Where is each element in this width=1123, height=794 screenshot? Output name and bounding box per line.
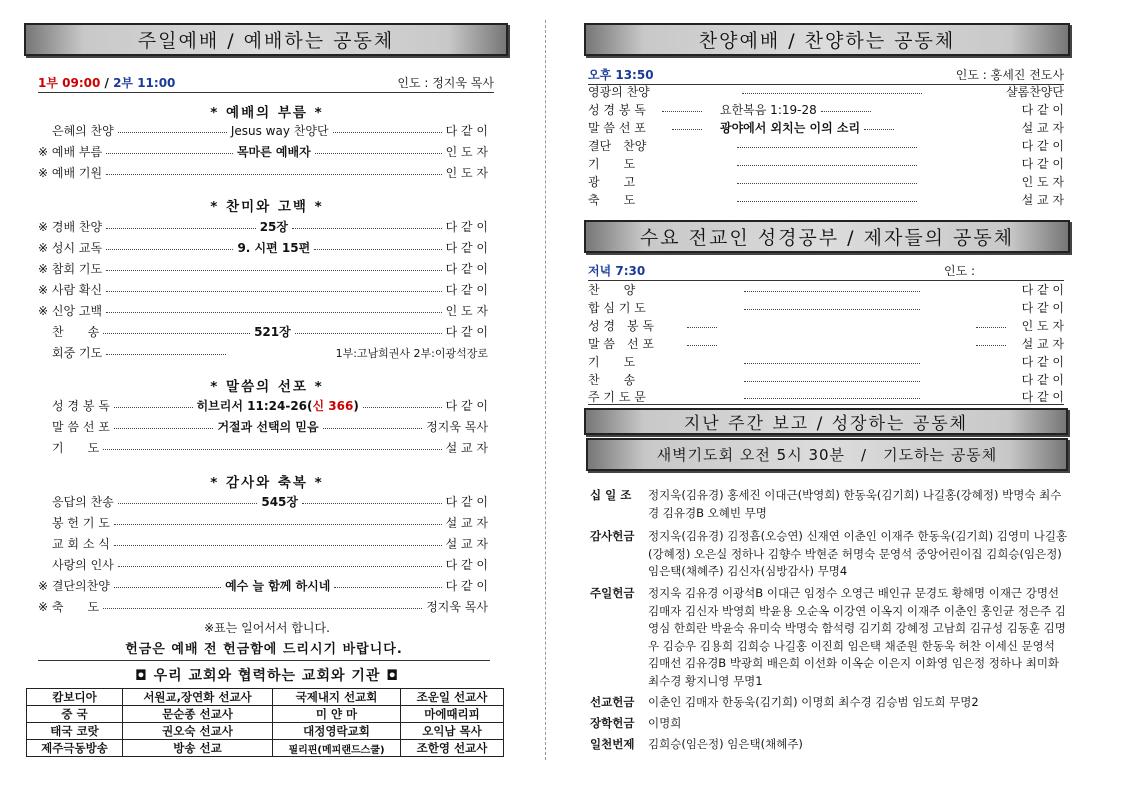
offering-notice: 헌금은 예배 전 헌금함에 드리시기 바랍니다. [38, 638, 490, 661]
order-person: 다 같 이 [445, 241, 488, 255]
order-person: 샬롬찬양단 [1006, 85, 1064, 99]
order-person: 다 같 이 [1021, 301, 1064, 315]
order-item: 찬 양 [588, 283, 636, 297]
order-item: 회중 기도 [52, 346, 103, 360]
section-title-call: * 예배의 부름 * [210, 105, 324, 121]
wednesday-leader: 인도 : [944, 264, 976, 278]
order-item: 결단 찬양 [588, 139, 647, 153]
report-names: 이춘인 김매자 한동욱(김기희) 이명희 최수경 김승범 임도희 무명2 [648, 695, 979, 709]
partner-cell: 캄보디아 [27, 689, 123, 706]
section-title-praise: * 찬미와 고백 * [210, 199, 324, 215]
scripture-close: ) [353, 399, 359, 413]
order-row [52, 439, 488, 456]
table-row [27, 689, 504, 706]
order-row [52, 323, 488, 340]
order-row [52, 514, 488, 531]
report-thousand [590, 736, 1070, 754]
order-row [52, 418, 488, 435]
order-row [38, 302, 488, 319]
order-item: 기 도 [52, 441, 100, 455]
order-person: 정지욱 목사 [426, 420, 488, 434]
time-separator: / [100, 76, 114, 90]
order-item: 찬 송 [588, 373, 636, 387]
order-item: ※ 성시 교독 [38, 241, 103, 255]
order-item: 영광의 찬양 [588, 85, 650, 99]
order-row [52, 344, 488, 361]
order-person: 다 같 이 [445, 262, 488, 276]
partner-cell: 권오숙 선교사 [123, 723, 273, 740]
order-person: 다 같 이 [445, 495, 488, 509]
report-label: 일천번제 [590, 737, 635, 751]
partner-cell: 마에때리피 [401, 706, 504, 723]
order-row [38, 577, 488, 594]
praise-time [588, 66, 654, 83]
order-item: 봉 헌 기 도 [52, 516, 110, 530]
second-service-time: 2부 11:00 [113, 76, 176, 90]
order-item: 기 도 [588, 355, 636, 369]
order-item: ※ 예배 기원 [38, 166, 103, 180]
order-row [52, 122, 488, 139]
partner-cell: 미 얀 마 [273, 706, 401, 723]
order-detail: 요한복음 1:19-28 [720, 103, 817, 117]
order-detail: 목마른 예배자 [236, 145, 311, 159]
partner-cell: 오익남 목사 [401, 723, 504, 740]
order-row [38, 260, 488, 277]
partner-cell: 중 국 [27, 706, 123, 723]
hymn-ref: 신 366 [312, 399, 354, 413]
order-detail: Jesus way 찬양단 [230, 124, 329, 138]
order-item: ※ 참회 기도 [38, 262, 103, 276]
order-item: 기 도 [588, 157, 636, 171]
order-row [588, 191, 1064, 208]
scripture-ref: 히브리서 11:24-26( [196, 399, 313, 413]
partner-cell: 국제내지 선교회 [273, 689, 401, 706]
order-detail: 521장 [254, 325, 291, 339]
order-person: 인 도 자 [445, 166, 488, 180]
partner-cell: 조운일 선교사 [401, 689, 504, 706]
service-times [38, 74, 175, 91]
table-row [27, 706, 504, 723]
order-person: 설 교 자 [1021, 337, 1064, 351]
report-names: 정지욱(김유경) 김정흠(오승연) 신재연 이춘인 이재주 한동욱(김기희) 김영미 나길홍(강혜정) 오은실 정하나 김향수 박현준 허명숙 문영석 중앙어린이집 김희승(임은정) 임은택(채혜주) 김신자(심방감사) 무명4 [648, 529, 1068, 578]
sunday-leader: 인도 : 정지욱 목사 [397, 76, 494, 90]
report-mission [590, 694, 1070, 712]
wednesday-time-row [588, 262, 1064, 281]
order-item: 말 씀 선 포 [52, 420, 110, 434]
report-names: 김희승(임은정) 임은택(채혜주) [648, 737, 803, 751]
order-person: 설 교 자 [445, 537, 488, 551]
order-row [52, 556, 488, 573]
report-label: 장학헌금 [590, 716, 635, 730]
order-row [588, 371, 1064, 388]
order-person: 다 같 이 [445, 220, 489, 234]
report-thanks [590, 528, 1070, 581]
order-detail: 9. 시편 15편 [237, 241, 311, 255]
order-person: 정지욱 목사 [426, 600, 488, 614]
order-person: 다 같 이 [1021, 373, 1064, 387]
order-item: 성 경 봉 독 [588, 103, 646, 117]
order-person: 다 같 이 [445, 325, 488, 339]
order-row [588, 388, 1064, 405]
dawn-prayer-banner: 새벽기도회 오전 5시 30분 / 기도하는 공동체 [586, 438, 1068, 471]
order-person: 인 도 자 [445, 304, 488, 318]
partners-title: ◘ 우리 교회와 협력하는 교회와 기관 ◘ [134, 668, 400, 684]
report-label: 십 일 조 [590, 488, 632, 502]
order-item: ※ 결단의찬양 [38, 579, 110, 593]
order-row [52, 493, 488, 510]
order-person: 인 도 자 [1021, 175, 1064, 189]
wednesday-time-value: 저녁 7:30 [588, 264, 646, 278]
partner-cell: 태국 코랏 [27, 723, 123, 740]
order-row [588, 299, 1064, 316]
sunday-worship-banner: 주일예배 / 예배하는 공동체 [24, 23, 508, 56]
order-person: 설 교 자 [445, 441, 488, 455]
order-item: 광 고 [588, 175, 636, 189]
report-label: 감사헌금 [590, 529, 635, 543]
order-person: 다 같 이 [445, 399, 489, 413]
order-row [52, 535, 488, 552]
order-row [52, 397, 488, 414]
praise-sermon-title: 광야에서 외치는 이의 소리 [720, 121, 861, 135]
praise-worship-banner: 찬양예배 / 찬양하는 공동체 [584, 23, 1070, 56]
order-person: 다 같 이 [445, 579, 488, 593]
order-row [588, 353, 1064, 370]
order-item: ※ 예배 부름 [38, 145, 103, 159]
order-row [588, 101, 1064, 118]
order-detail: 25장 [259, 220, 288, 234]
order-person: 인 도 자 [445, 145, 489, 159]
praise-leader: 인도 : 홍세진 전도사 [955, 68, 1064, 82]
report-scholarship [590, 715, 1070, 733]
order-item: 찬 송 [52, 325, 100, 339]
order-person: 1부:고남희권사 2부:이광석장로 [335, 346, 488, 360]
order-item: 합 심 기 도 [588, 301, 646, 315]
order-person: 설 교 자 [445, 516, 488, 530]
praise-time-value: 오후 13:50 [588, 68, 654, 82]
order-item: ※ 사람 확신 [38, 283, 103, 297]
page-divider [545, 20, 546, 760]
report-names: 이명희 [648, 716, 682, 730]
table-row [27, 723, 504, 740]
order-item: 은혜의 찬양 [52, 124, 114, 138]
order-item: 성 경 봉 독 [588, 319, 654, 333]
wednesday-study-banner: 수요 전교인 성경공부 / 제자들의 공동체 [584, 220, 1070, 253]
order-row [38, 218, 488, 235]
order-row [38, 143, 488, 160]
order-row [588, 119, 1064, 136]
order-row [588, 137, 1064, 154]
partner-cell: 방송 선교 [123, 740, 273, 757]
partner-cell: 문순종 선교사 [123, 706, 273, 723]
partner-cell: 제주극동방송 [27, 740, 123, 757]
report-names: 정지욱(김유경) 홍세진 이대근(박영희) 한동욱(김기희) 나길홍(강혜정) 박명숙 최수경 김유경B 오혜빈 무명 [648, 488, 1062, 520]
order-person: 다 같 이 [445, 558, 488, 572]
order-row [588, 281, 1064, 298]
order-detail [197, 397, 359, 414]
order-person: 다 같 이 [445, 283, 488, 297]
order-row [588, 83, 1064, 100]
order-item: 말 씀 선 포 [588, 121, 646, 135]
order-item: 교 회 소 식 [52, 537, 110, 551]
order-row [38, 281, 488, 298]
section-title-thanks: * 감사와 축복 * [210, 475, 324, 491]
order-item: 축 도 [588, 193, 636, 207]
order-detail: 예수 늘 함께 하시네 [225, 579, 331, 593]
order-item: 응답의 찬송 [52, 495, 114, 509]
order-item: ※ 신앙 고백 [38, 304, 103, 318]
section-title-word: * 말씀의 선포 * [210, 379, 324, 395]
order-row [588, 173, 1064, 190]
wednesday-time [588, 262, 645, 279]
order-row [38, 598, 488, 615]
weekly-report-banner: 지난 주간 보고 / 성장하는 공동체 [584, 408, 1068, 435]
report-tithe [590, 487, 1070, 522]
order-detail: 545장 [261, 495, 299, 509]
table-row [27, 740, 504, 757]
order-person: 다 같 이 [1021, 355, 1064, 369]
order-row [588, 335, 1064, 352]
partners-table [26, 688, 504, 757]
report-sunday [590, 585, 1070, 690]
partner-cell: 조한영 선교사 [401, 740, 504, 757]
order-person: 인 도 자 [1021, 319, 1064, 333]
order-person: 다 같 이 [1021, 283, 1064, 297]
order-item: ※ 경배 찬양 [38, 220, 103, 234]
order-item: 주 기 도 문 [588, 389, 646, 404]
order-row [588, 317, 1064, 334]
order-item: 성 경 봉 독 [52, 399, 110, 413]
right-page [584, 0, 1072, 794]
report-label: 주일헌금 [590, 586, 635, 600]
partner-cell: 서원교,장연화 선교사 [123, 689, 273, 706]
order-item: 말 씀 선 포 [588, 337, 654, 351]
order-person: 설 교 자 [1021, 121, 1064, 135]
order-person: 다 같 이 [1021, 389, 1064, 404]
sermon-title: 거절과 선택의 믿음 [217, 420, 319, 434]
order-row [588, 155, 1064, 172]
order-person: 다 같 이 [1021, 139, 1064, 153]
partner-cell: 대정영락교회 [273, 723, 401, 740]
order-person: 다 같 이 [1021, 157, 1064, 171]
report-label: 선교헌금 [590, 695, 635, 709]
left-page [24, 0, 510, 794]
order-item: ※ 축 도 [38, 600, 100, 614]
order-item: 사랑의 인사 [52, 558, 114, 572]
order-row [38, 164, 488, 181]
order-person: 다 같 이 [445, 124, 488, 138]
partner-cell: 필리핀(메피랜드스쿨) [273, 740, 401, 757]
report-names: 정지욱 김유경 이광석B 이대근 임정수 오영근 배인규 문경도 황해명 이재근 강명선 김매자 김신자 박영희 박윤용 오순옥 이강연 이옥지 이재주 이춘인 홍인균 정은주 김영심 한희란 박윤숙 유미숙 박명숙 함석령 김기희 강혜정 고남희 김규성 김동훈 김명우 김승우 김용희 김희승 나길홍 이진희 임은택 채준원 한동욱 허찬 이세신 문영석 김매선 김유경B 박광희 배은희 이선화 이옥순 이은지 이화영 임은정 정하나 최미화 최수경 황지니영 무명1 [648, 586, 1066, 688]
order-person: 다 같 이 [1021, 103, 1064, 117]
order-person: 설 교 자 [1021, 193, 1064, 207]
sunday-time-row [38, 74, 494, 93]
first-service-time: 1부 09:00 [38, 76, 101, 90]
standing-note: ※표는 일어서서 합니다. [204, 621, 330, 635]
order-row [38, 239, 488, 256]
